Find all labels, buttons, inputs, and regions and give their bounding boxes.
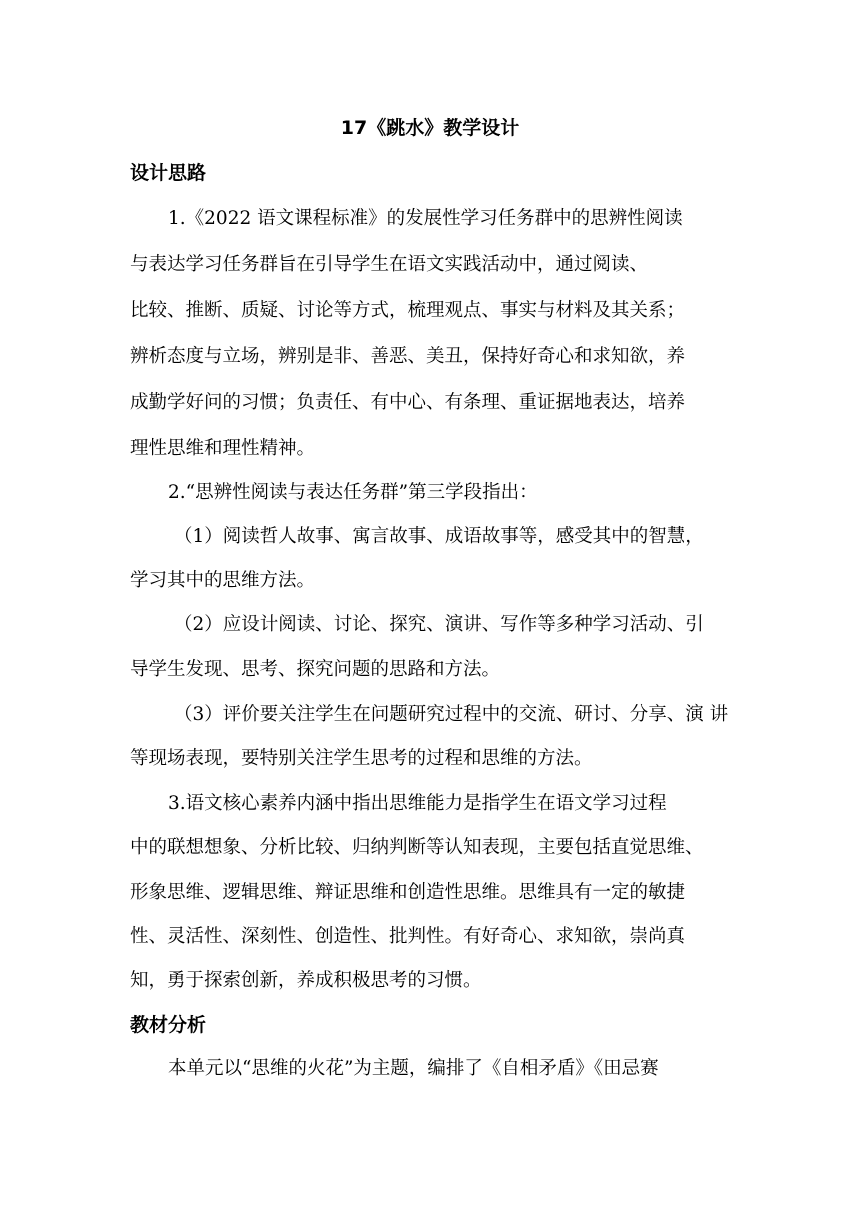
paragraph-line: 导学生发现、思考、探究问题的思路和方法。 xyxy=(130,659,501,680)
paragraph-line: 辨析态度与立场，辨别是非、善恶、美丑，保持好奇心和求知欲，养 xyxy=(130,346,686,367)
paragraph-line: 等现场表现，要特别关注学生思考的过程和思维的方法。 xyxy=(130,748,593,769)
paragraph-line: 2.“思辨性阅读与表达任务群”第三学段指出： xyxy=(168,482,538,503)
paragraph-line: （2）应设计阅读、讨论、探究、演讲、写作等多种学习活动、引 xyxy=(174,614,704,635)
paragraph-line: 形象思维、逻辑思维、辩证思维和创造性思维。思维具有一定的敏捷 xyxy=(130,882,686,903)
paragraph-line: 理性思维和理性精神。 xyxy=(130,438,316,459)
paragraph-line: 比较、推断、质疑、讨论等方式，梳理观点、事实与材料及其关系； xyxy=(130,300,686,321)
paragraph-line: （3）评价要关注学生在问题研究过程中的交流、研讨、分享、演 讲 xyxy=(174,704,729,725)
paragraph-line: 3.语文核心素养内涵中指出思维能力是指学生在语文学习过程 xyxy=(168,793,667,814)
paragraph-line: 知，勇于探索创新，养成积极思考的习惯。 xyxy=(130,970,482,991)
paragraph-line: 与表达学习任务群旨在引导学生在语文实践活动中，通过阅读、 xyxy=(130,254,649,275)
paragraph-line: 本单元以“思维的火花”为主题，编排了《自相矛盾》《田忌赛 xyxy=(168,1058,659,1079)
paragraph-line: 性、灵活性、深刻性、创造性、批判性。有好奇心、求知欲，崇尚真 xyxy=(130,926,686,947)
paragraph-line: 1.《2022 语文课程标准》的发展性学习任务群中的思辨性阅读 xyxy=(168,208,683,229)
section-heading-design-ideas: 设计思路 xyxy=(130,162,207,184)
document-title: 17《跳水》教学设计 xyxy=(340,117,520,139)
paragraph-line: 成勤学好问的习惯；负责任、有中心、有条理、重证据地表达，培养 xyxy=(130,392,686,413)
paragraph-line: 学习其中的思维方法。 xyxy=(130,570,316,591)
paragraph-line: （1）阅读哲人故事、寓言故事、成语故事等，感受其中的智慧， xyxy=(174,526,704,547)
paragraph-line: 中的联想想象、分析比较、归纳判断等认知表现，主要包括直觉思维、 xyxy=(130,837,704,858)
section-heading-textbook-analysis: 教材分析 xyxy=(130,1014,207,1036)
